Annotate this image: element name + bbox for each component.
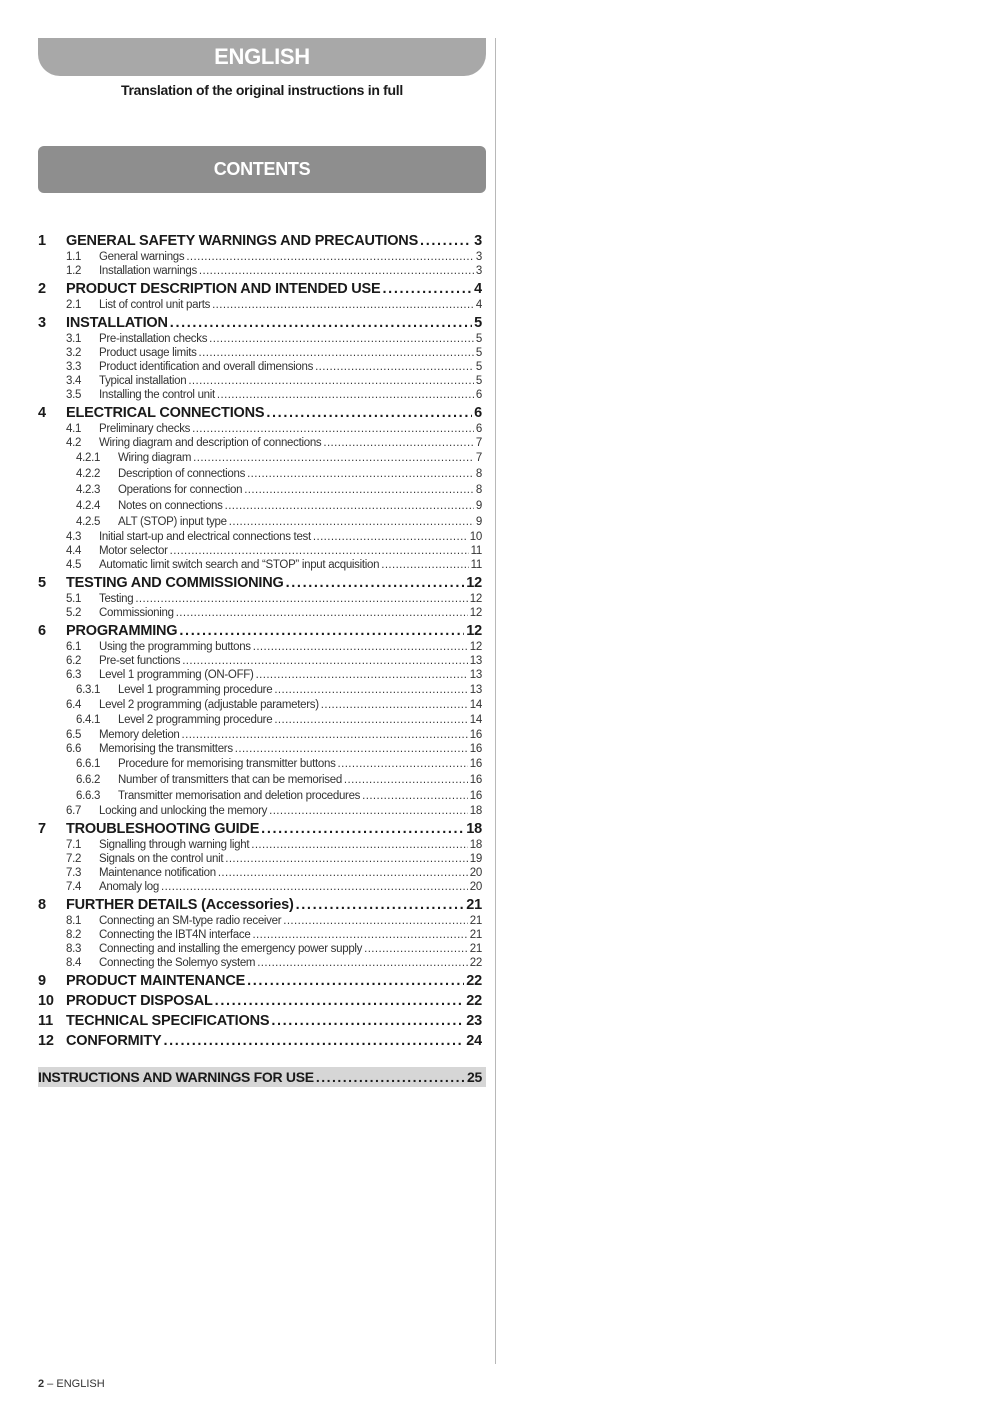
toc-entry-page: 21 <box>466 897 482 913</box>
toc-entry-title: Pre-set functions <box>99 655 181 667</box>
toc-entry[interactable] <box>38 682 482 698</box>
toc-entry-number: 1.1 <box>66 251 82 263</box>
toc-entry[interactable] <box>38 914 482 928</box>
toc-entry-title: Automatic limit switch search and “STOP” input acquisition <box>99 559 380 571</box>
toc-entry-number: 8.1 <box>66 915 82 927</box>
toc-entry-title: TROUBLESHOOTING GUIDE <box>66 821 260 837</box>
toc-leader-dots <box>261 821 464 838</box>
toc-entry[interactable] <box>38 360 482 374</box>
toc-entry[interactable] <box>38 575 482 592</box>
toc-entry-title: Notes on connections <box>118 500 223 512</box>
toc-leader-dots <box>225 498 474 514</box>
toc-entry[interactable] <box>38 698 482 712</box>
toc-entry-title: Operations for connection <box>118 484 243 496</box>
toc-entry-title: Wiring diagram <box>118 452 192 464</box>
toc-entry-page: 3 <box>475 251 482 263</box>
toc-entry[interactable] <box>38 623 482 640</box>
toc-entry[interactable] <box>38 592 482 606</box>
toc-entry-page: 5 <box>475 333 482 345</box>
toc-entry-page: 13 <box>469 655 482 667</box>
toc-entry[interactable] <box>38 436 482 450</box>
toc-entry-title: INSTRUCTIONS AND WARNINGS FOR USE <box>38 1069 314 1085</box>
toc-entry[interactable] <box>38 880 482 894</box>
toc-entry-page: 22 <box>466 993 482 1009</box>
toc-leader-dots <box>266 405 472 422</box>
toc-entry-page: 18 <box>466 821 482 837</box>
toc-entry-page: 18 <box>469 839 482 851</box>
toc-entry-number: 7.2 <box>66 853 82 865</box>
toc-entry[interactable] <box>38 804 482 818</box>
toc-leader-dots <box>135 592 467 606</box>
toc-entry-title: Memorising the transmitters <box>99 743 233 755</box>
toc-entry-title: Initial start-up and electrical connections test <box>99 531 311 543</box>
toc-entry[interactable] <box>38 405 482 422</box>
toc-entry-page: 20 <box>469 867 482 879</box>
toc-entry[interactable] <box>38 606 482 620</box>
toc-entry[interactable] <box>38 928 482 942</box>
toc-entry-number: 4.2 <box>66 437 82 449</box>
toc-leader-dots <box>217 388 474 402</box>
toc-entry[interactable] <box>38 821 482 838</box>
toc-leader-dots <box>257 956 468 970</box>
toc-entry[interactable] <box>38 558 482 572</box>
toc-entry-page: 12 <box>466 623 482 639</box>
toc-leader-dots <box>274 682 467 698</box>
toc-entry-number: 6.3.1 <box>76 684 101 696</box>
toc-entry-number: 6.3 <box>66 669 82 681</box>
toc-leader-dots <box>186 250 474 264</box>
toc-entry-title: Product usage limits <box>99 347 197 359</box>
toc-entry-page: 6 <box>474 405 482 421</box>
toc-entry-number: 4.2.4 <box>76 500 101 512</box>
toc-entry[interactable] <box>38 466 482 482</box>
toc-entry-number: 5.1 <box>66 593 82 605</box>
toc-entry[interactable] <box>38 668 482 682</box>
toc-entry-title: PRODUCT DESCRIPTION AND INTENDED USE <box>66 281 381 297</box>
toc-entry-page: 5 <box>475 375 482 387</box>
toc-entry[interactable] <box>38 956 482 970</box>
toc-entry-number: 7.3 <box>66 867 82 879</box>
toc-entry-number: 1 <box>38 233 46 249</box>
toc-entry[interactable] <box>38 756 482 772</box>
toc-leader-dots <box>313 530 468 544</box>
toc-entry-number: 6.6.1 <box>76 758 101 770</box>
toc-entry[interactable] <box>38 233 482 250</box>
toc-leader-dots <box>271 1013 464 1030</box>
toc-entry-page: 16 <box>469 758 482 770</box>
toc-entry-number: 4.2.3 <box>76 484 101 496</box>
toc-entry[interactable] <box>38 640 482 654</box>
toc-entry-page: 16 <box>469 790 482 802</box>
table-of-contents <box>38 233 482 1050</box>
toc-entry-number: 5.2 <box>66 607 82 619</box>
toc-entry-number: 11 <box>38 1013 53 1029</box>
toc-entry-number: 6.6.2 <box>76 774 101 786</box>
toc-entry-title: Connecting an SM-type radio receiver <box>99 915 282 927</box>
toc-leader-dots <box>383 281 473 298</box>
toc-entry-page: 4 <box>475 299 482 311</box>
toc-entry-number: 7.1 <box>66 839 82 851</box>
toc-leader-dots <box>251 838 468 852</box>
toc-entry-page: 21 <box>469 929 482 941</box>
footer-separator: – <box>44 1378 57 1390</box>
contents-title: CONTENTS <box>213 159 311 179</box>
toc-entry-number: 3 <box>38 315 46 331</box>
toc-entry-number: 4.4 <box>66 545 82 557</box>
toc-entry[interactable] <box>38 482 482 498</box>
toc-leader-dots <box>182 654 468 668</box>
toc-entry-page: 6 <box>475 423 482 435</box>
toc-leader-dots <box>170 315 472 332</box>
toc-leader-dots <box>235 742 468 756</box>
footer-page-number: 2 <box>38 1378 45 1390</box>
toc-entry-instructions-for-use[interactable] <box>38 1067 486 1087</box>
toc-entry[interactable] <box>38 866 482 880</box>
language-banner <box>38 38 486 76</box>
toc-entry-number: 4.2.1 <box>76 452 101 464</box>
toc-entry-title: Transmitter memorisation and deletion procedures <box>118 790 361 802</box>
toc-entry-title: ELECTRICAL CONNECTIONS <box>66 405 265 421</box>
toc-entry[interactable] <box>38 332 482 346</box>
toc-leader-dots <box>274 712 467 728</box>
contents-banner <box>38 146 486 193</box>
toc-entry-title: PRODUCT DISPOSAL <box>66 993 213 1009</box>
toc-leader-dots <box>269 804 468 818</box>
toc-entry-title: Installing the control unit <box>99 389 215 401</box>
toc-leader-dots <box>199 346 474 360</box>
toc-entry-title: Number of transmitters that can be memorised <box>118 774 342 786</box>
toc-entry[interactable] <box>38 897 482 914</box>
toc-leader-dots <box>192 422 474 436</box>
toc-entry[interactable] <box>38 788 482 804</box>
toc-entry-number: 9 <box>38 973 46 989</box>
toc-leader-dots <box>315 360 474 374</box>
toc-entry-number: 6.6.3 <box>76 790 101 802</box>
toc-entry-title: Description of connections <box>118 468 246 480</box>
toc-entry[interactable] <box>38 450 482 466</box>
toc-entry-number: 4.3 <box>66 531 82 543</box>
toc-entry-number: 10 <box>38 993 54 1009</box>
toc-entry-page: 3 <box>475 265 482 277</box>
toc-entry[interactable] <box>38 973 482 990</box>
toc-entry-title: TESTING AND COMMISSIONING <box>66 575 284 591</box>
toc-entry-title: Motor selector <box>99 545 168 557</box>
toc-entry[interactable] <box>38 530 482 544</box>
toc-entry[interactable] <box>38 281 482 298</box>
toc-entry-number: 3.3 <box>66 361 82 373</box>
toc-entry-page: 25 <box>467 1069 482 1085</box>
column-divider <box>495 38 496 1364</box>
toc-leader-dots <box>163 1033 464 1050</box>
toc-entry[interactable] <box>38 712 482 728</box>
toc-leader-dots <box>420 233 472 250</box>
toc-entry-number: 8.2 <box>66 929 82 941</box>
toc-leader-dots <box>283 914 468 928</box>
toc-leader-dots <box>253 640 468 654</box>
toc-entry[interactable] <box>38 993 482 1010</box>
toc-entry-title: TECHNICAL SPECIFICATIONS <box>66 1013 270 1029</box>
toc-entry-number: 6.4.1 <box>76 714 101 726</box>
toc-entry-number: 3.5 <box>66 389 82 401</box>
toc-entry-title: Connecting and installing the emergency power supply <box>99 943 363 955</box>
toc-entry-title: General warnings <box>99 251 185 263</box>
toc-entry-number: 4.1 <box>66 423 82 435</box>
toc-entry-number: 1.2 <box>66 265 82 277</box>
toc-entry-number: 8 <box>38 897 46 913</box>
toc-entry-page: 12 <box>469 641 482 653</box>
toc-entry-page: 12 <box>466 575 482 591</box>
toc-entry-page: 5 <box>475 361 482 373</box>
toc-entry-number: 12 <box>38 1033 54 1049</box>
toc-leader-dots <box>323 436 474 450</box>
toc-entry-page: 9 <box>475 500 482 512</box>
toc-entry-title: Connecting the IBT4N interface <box>99 929 251 941</box>
toc-entry[interactable] <box>38 942 482 956</box>
toc-entry-title: Level 2 programming procedure <box>118 714 273 726</box>
toc-entry-number: 3.2 <box>66 347 82 359</box>
toc-leader-dots <box>182 728 468 742</box>
toc-entry-title: Using the programming buttons <box>99 641 251 653</box>
toc-entry-title: List of control unit parts <box>99 299 211 311</box>
toc-entry-page: 5 <box>475 347 482 359</box>
toc-leader-dots <box>176 606 468 620</box>
toc-entry-number: 8.4 <box>66 957 82 969</box>
toc-entry-page: 4 <box>474 281 482 297</box>
toc-entry-number: 6.1 <box>66 641 82 653</box>
toc-entry-number: 5 <box>38 575 46 591</box>
toc-entry-title: FURTHER DETAILS (Accessories) <box>66 897 294 913</box>
toc-entry-title: Installation warnings <box>99 265 197 277</box>
toc-entry-page: 22 <box>469 957 482 969</box>
toc-entry-title: Signals on the control unit <box>99 853 224 865</box>
toc-entry-page: 6 <box>475 389 482 401</box>
toc-entry-title: Procedure for memorising transmitter buttons <box>118 758 336 770</box>
toc-leader-dots <box>286 575 465 592</box>
translation-subtitle: Translation of the original instructions in full <box>121 82 403 98</box>
toc-entry-number: 4.5 <box>66 559 82 571</box>
toc-entry-title: Level 1 programming procedure <box>118 684 273 696</box>
toc-leader-dots <box>247 466 474 482</box>
toc-leader-dots <box>199 264 474 278</box>
toc-entry-page: 11 <box>470 545 482 557</box>
toc-entry[interactable] <box>38 264 482 278</box>
toc-entry-page: 20 <box>469 881 482 893</box>
toc-leader-dots <box>209 332 474 346</box>
toc-entry-page: 16 <box>469 774 482 786</box>
toc-entry-page: 5 <box>474 315 482 331</box>
toc-entry-page: 8 <box>475 484 482 496</box>
toc-entry[interactable] <box>38 388 482 402</box>
toc-entry[interactable] <box>38 315 482 332</box>
toc-entry-number: 7.4 <box>66 881 82 893</box>
toc-entry-page: 14 <box>469 714 482 726</box>
toc-entry-title: Signalling through warning light <box>99 839 250 851</box>
toc-entry-page: 7 <box>475 452 482 464</box>
toc-entry-page: 12 <box>469 593 482 605</box>
toc-entry-title: Preliminary checks <box>99 423 191 435</box>
toc-entry-page: 21 <box>469 943 482 955</box>
toc-entry-page: 13 <box>469 669 482 681</box>
toc-entry-title: Locking and unlocking the memory <box>99 805 268 817</box>
toc-entry-number: 6 <box>38 623 46 639</box>
toc-entry-page: 11 <box>470 559 482 571</box>
toc-leader-dots <box>364 942 468 956</box>
toc-entry-number: 4 <box>38 405 46 421</box>
toc-entry-page: 13 <box>469 684 482 696</box>
toc-entry[interactable] <box>38 514 482 530</box>
toc-entry-number: 8.3 <box>66 943 82 955</box>
toc-entry-number: 4.2.2 <box>76 468 101 480</box>
toc-entry-page: 21 <box>469 915 482 927</box>
toc-leader-dots <box>247 973 464 990</box>
toc-entry[interactable] <box>38 772 482 788</box>
toc-entry-number: 2 <box>38 281 46 297</box>
toc-entry-title: INSTALLATION <box>66 315 168 331</box>
toc-leader-dots <box>316 1067 465 1087</box>
toc-entry-title: Wiring diagram and description of connections <box>99 437 322 449</box>
toc-entry[interactable] <box>38 728 482 742</box>
toc-entry-page: 9 <box>475 516 482 528</box>
language-title: ENGLISH <box>214 44 310 69</box>
toc-entry-page: 12 <box>469 607 482 619</box>
toc-entry-title: PROGRAMMING <box>66 623 178 639</box>
toc-entry[interactable] <box>38 544 482 558</box>
toc-entry-number: 2.1 <box>66 299 82 311</box>
toc-entry-title: CONFORMITY <box>66 1033 162 1049</box>
toc-entry-title: Connecting the Solemyo system <box>99 957 256 969</box>
toc-entry-page: 19 <box>469 853 482 865</box>
toc-leader-dots <box>296 897 465 914</box>
toc-leader-dots <box>215 993 465 1010</box>
toc-entry[interactable] <box>38 422 482 436</box>
toc-leader-dots <box>229 514 474 530</box>
toc-entry-page: 24 <box>466 1033 482 1049</box>
toc-entry-page: 14 <box>469 699 482 711</box>
toc-entry-page: 8 <box>475 468 482 480</box>
toc-leader-dots <box>218 866 468 880</box>
toc-entry[interactable] <box>38 498 482 514</box>
toc-entry-title: Level 2 programming (adjustable parameters) <box>99 699 319 711</box>
toc-entry[interactable] <box>38 298 482 312</box>
toc-leader-dots <box>381 558 468 572</box>
toc-entry[interactable] <box>38 742 482 756</box>
toc-leader-dots <box>225 852 468 866</box>
toc-entry-title: Memory deletion <box>99 729 180 741</box>
toc-leader-dots <box>193 450 474 466</box>
toc-entry-page: 23 <box>466 1013 482 1029</box>
toc-entry[interactable] <box>38 374 482 388</box>
toc-entry-page: 16 <box>469 743 482 755</box>
toc-entry-page: 22 <box>466 973 482 989</box>
toc-entry-page: 16 <box>469 729 482 741</box>
toc-entry-number: 7 <box>38 821 46 837</box>
toc-entry-number: 6.2 <box>66 655 82 667</box>
toc-leader-dots <box>188 374 474 388</box>
toc-entry[interactable] <box>38 346 482 360</box>
toc-entry-number: 6.6 <box>66 743 82 755</box>
toc-entry-title: Level 1 programming (ON-OFF) <box>99 669 254 681</box>
toc-entry-title: PRODUCT MAINTENANCE <box>66 973 246 989</box>
toc-entry-title: Commissioning <box>99 607 174 619</box>
toc-entry-title: Anomaly log <box>99 881 159 893</box>
toc-leader-dots <box>179 623 464 640</box>
footer-label: ENGLISH <box>56 1378 105 1390</box>
toc-entry-number: 6.4 <box>66 699 82 711</box>
toc-entry-title: Typical installation <box>99 375 187 387</box>
toc-entry[interactable] <box>38 250 482 264</box>
toc-entry[interactable] <box>38 838 482 852</box>
toc-leader-dots <box>362 788 468 804</box>
toc-entry-page: 18 <box>469 805 482 817</box>
toc-entry[interactable] <box>38 1033 482 1050</box>
toc-entry-title: Pre-installation checks <box>99 333 208 345</box>
toc-entry[interactable] <box>38 1013 482 1030</box>
toc-leader-dots <box>344 772 468 788</box>
toc-entry-page: 10 <box>469 531 482 543</box>
toc-leader-dots <box>161 880 468 894</box>
toc-leader-dots <box>212 298 474 312</box>
toc-entry[interactable] <box>38 654 482 668</box>
toc-entry-title: Maintenance notification <box>99 867 216 879</box>
toc-leader-dots <box>321 698 468 712</box>
toc-entry-number: 3.1 <box>66 333 82 345</box>
toc-entry[interactable] <box>38 852 482 866</box>
toc-leader-dots <box>256 668 468 682</box>
page-footer <box>38 1378 105 1390</box>
toc-entry-title: ALT (STOP) input type <box>118 516 227 528</box>
toc-entry-number: 4.2.5 <box>76 516 101 528</box>
toc-entry-number: 6.7 <box>66 805 82 817</box>
toc-leader-dots <box>170 544 469 558</box>
toc-leader-dots <box>338 756 468 772</box>
toc-entry-title: Testing <box>99 593 134 605</box>
toc-leader-dots <box>244 482 474 498</box>
toc-entry-number: 3.4 <box>66 375 82 387</box>
toc-entry-page: 3 <box>474 233 482 249</box>
toc-entry-title: GENERAL SAFETY WARNINGS AND PRECAUTIONS <box>66 233 419 249</box>
toc-entry-page: 7 <box>475 437 482 449</box>
toc-entry-title: Product identification and overall dimensions <box>99 361 314 373</box>
toc-entry-number: 6.5 <box>66 729 82 741</box>
toc-leader-dots <box>252 928 467 942</box>
